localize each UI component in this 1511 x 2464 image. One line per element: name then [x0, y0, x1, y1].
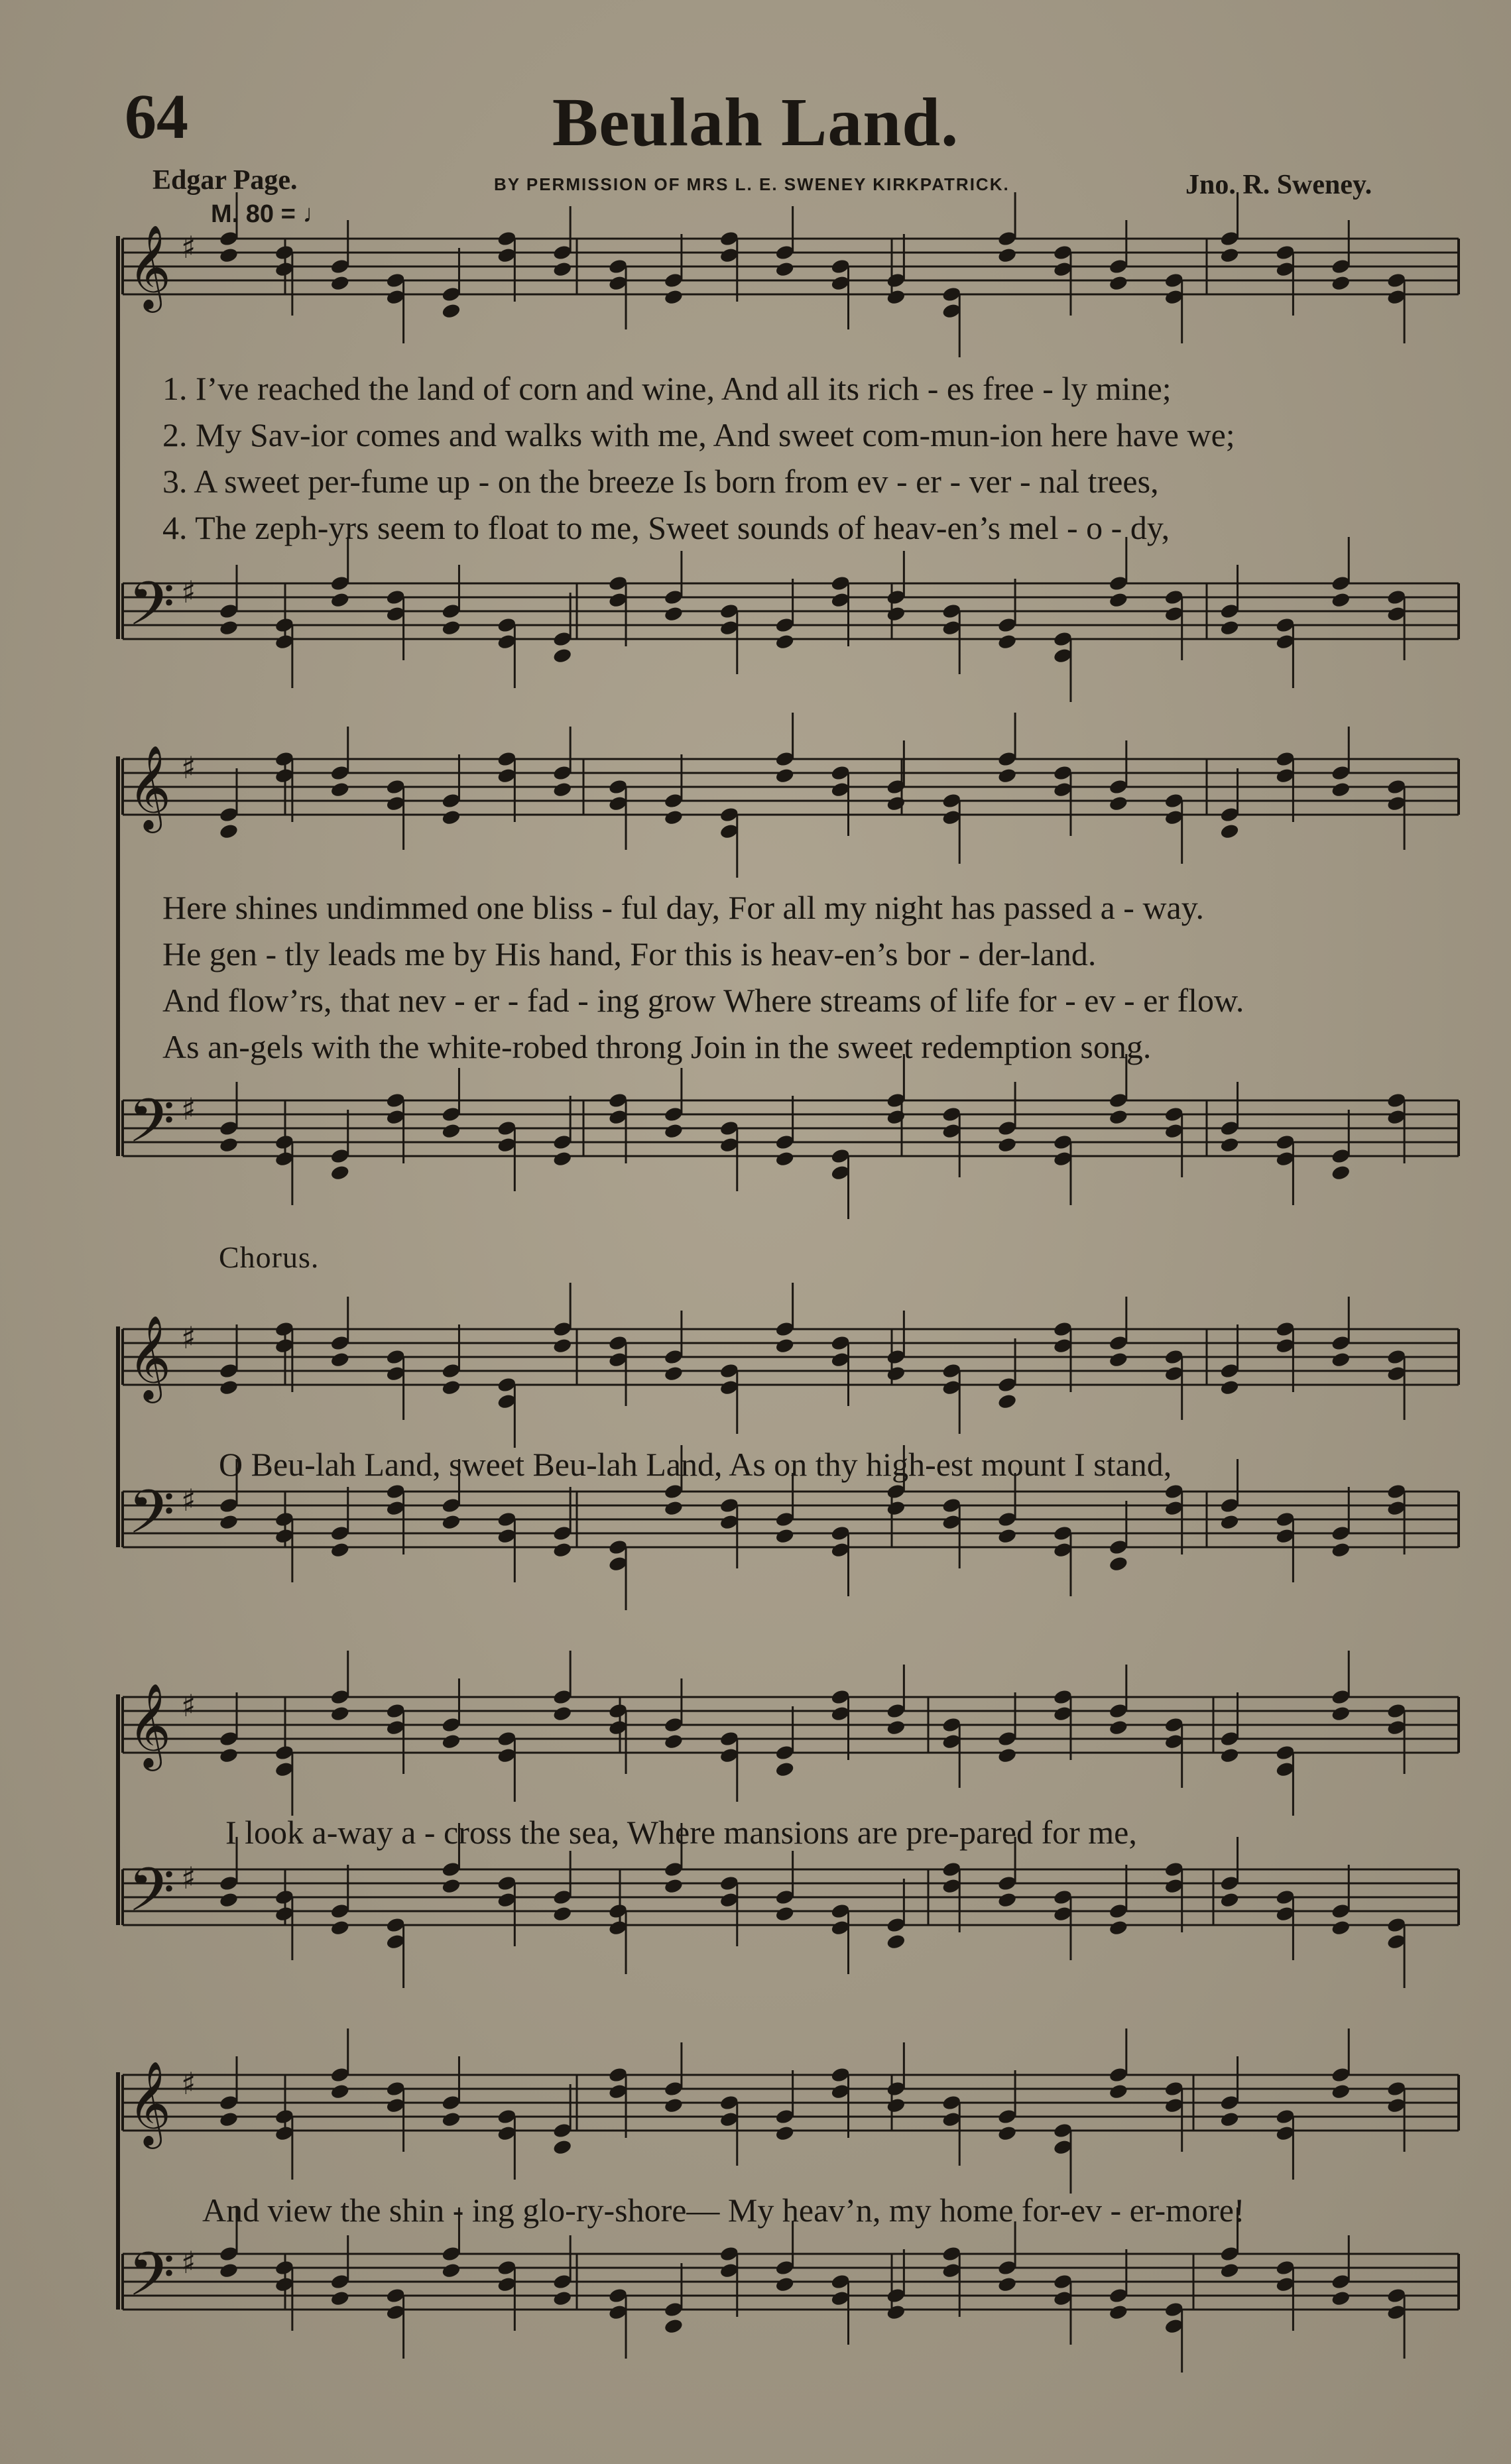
sharp-icon: ♯ — [181, 1482, 196, 1518]
system-brace — [116, 756, 120, 1156]
sharp-icon: ♯ — [181, 2245, 196, 2280]
notehead — [1109, 1919, 1129, 1936]
treble-clef-icon: 𝄞 — [128, 224, 172, 309]
bass-clef-icon: 𝄢 — [128, 1086, 175, 1171]
verse-2-line-1: 2. My Sav-ior comes and walks with me, And sweet com-mun-ion here have we; — [162, 416, 1235, 453]
verse-1-line-1: 1. I’ve reached the land of corn and wine, And all its rich - es free - ly mine; — [162, 370, 1172, 407]
notehead — [1219, 1747, 1240, 1764]
notehead — [664, 1122, 684, 1140]
system-brace — [116, 236, 120, 639]
notehead — [774, 633, 795, 650]
treble-clef-icon: 𝄞 — [128, 1682, 172, 1767]
bass-clef-icon: 𝄢 — [128, 569, 175, 654]
page-number: 64 — [125, 81, 188, 152]
notehead — [219, 1747, 239, 1764]
notehead — [664, 809, 684, 826]
notehead — [1331, 1541, 1351, 1558]
notehead — [1109, 591, 1129, 609]
notehead — [774, 261, 795, 278]
notehead — [441, 2111, 461, 2128]
notehead — [886, 1499, 906, 1517]
notehead — [997, 2276, 1018, 2293]
notehead — [219, 1891, 239, 1908]
notehead — [774, 2276, 795, 2293]
verse-3-line-2: And flow’rs, that nev - er - fad - ing grow Where streams of life for - ev - er flow. — [162, 982, 1244, 1019]
notehead — [1219, 1513, 1240, 1531]
notehead — [1331, 2083, 1351, 2100]
chorus-label: Chorus. — [219, 1240, 320, 1274]
notehead — [552, 2290, 573, 2307]
notehead — [1331, 1705, 1351, 1722]
notehead — [1219, 1891, 1240, 1908]
notehead — [997, 1393, 1018, 1410]
notehead — [441, 1379, 461, 1396]
notehead — [774, 2125, 795, 2142]
notehead — [1219, 2111, 1240, 2128]
notehead — [441, 619, 461, 636]
notehead — [886, 1933, 906, 1950]
sharp-icon: ♯ — [181, 574, 196, 610]
notehead — [441, 2262, 461, 2279]
sharp-icon: ♯ — [181, 2066, 196, 2101]
notehead — [997, 1891, 1018, 1908]
notehead — [774, 1905, 795, 1922]
verse-1-line-2: Here shines undimmed one bliss - ful day, For all my night has passed a - way. — [162, 889, 1204, 926]
notehead — [1219, 1136, 1240, 1153]
notehead — [886, 288, 906, 306]
notehead — [441, 1122, 461, 1140]
notehead — [330, 1919, 350, 1936]
notehead — [219, 247, 239, 264]
notehead — [552, 1541, 573, 1558]
notehead — [997, 2125, 1018, 2142]
notehead — [886, 1108, 906, 1126]
bass-clef-icon: 𝄢 — [128, 1477, 175, 1562]
notehead — [441, 1513, 461, 1531]
notehead — [552, 1337, 573, 1354]
notehead — [1331, 1351, 1351, 1368]
notehead — [330, 1164, 350, 1181]
notehead — [774, 1150, 795, 1167]
notehead — [1109, 274, 1129, 292]
notehead — [1109, 1108, 1129, 1126]
notehead — [552, 261, 573, 278]
notehead — [886, 2097, 906, 2114]
notehead — [774, 1337, 795, 1354]
notehead — [219, 619, 239, 636]
notehead — [1331, 1164, 1351, 1181]
notehead — [219, 2111, 239, 2128]
notehead — [552, 1705, 573, 1722]
notehead — [330, 1351, 350, 1368]
notehead — [664, 1877, 684, 1895]
notehead — [1331, 1919, 1351, 1936]
notehead — [664, 1499, 684, 1517]
notehead — [1219, 1379, 1240, 1396]
notehead — [441, 1733, 461, 1750]
notehead — [330, 2290, 350, 2307]
notehead — [664, 1733, 684, 1750]
notehead — [1331, 781, 1351, 798]
notehead — [1109, 2304, 1129, 2321]
system-brace — [116, 2072, 120, 2310]
notehead — [1219, 247, 1240, 264]
chorus-line-1: O Beu-lah Land, sweet Beu-lah Land, As on thy high-est mount I stand, — [219, 1446, 1172, 1483]
notehead — [664, 1365, 684, 1382]
notehead — [1331, 274, 1351, 292]
verse-4-line-2: As an-gels with the white-robed throng Join in the sweet redemption song. — [162, 1028, 1152, 1065]
notehead — [1109, 1351, 1129, 1368]
notehead — [1331, 591, 1351, 609]
notehead — [664, 2097, 684, 2114]
sharp-icon: ♯ — [181, 229, 196, 265]
notehead — [1219, 823, 1240, 840]
notehead — [1109, 795, 1129, 812]
notehead — [330, 1705, 350, 1722]
notehead — [552, 2139, 573, 2156]
verse-3-line-1: 3. A sweet per-fume up - on the breeze Is born from ev - er - ver - nal trees, — [162, 463, 1159, 500]
notehead — [441, 302, 461, 320]
notehead — [774, 1527, 795, 1545]
sharp-icon: ♯ — [181, 1320, 196, 1356]
treble-clef-icon: 𝄞 — [128, 2060, 172, 2145]
notehead — [330, 1541, 350, 1558]
treble-clef-icon: 𝄞 — [128, 1315, 172, 1399]
notehead — [219, 1136, 239, 1153]
notehead — [664, 605, 684, 622]
chorus-line-2: I look a-way a - cross the sea, Where mansions are pre-pared for me, — [225, 1814, 1137, 1851]
system-brace — [116, 1694, 120, 1925]
notehead — [664, 2317, 684, 2335]
notehead — [886, 2304, 906, 2321]
sharp-icon: ♯ — [181, 1091, 196, 1127]
chorus-line-3: And view the shin - ing glo-ry-shore— My heav’n, my home for-ev - er-more! — [202, 2192, 1245, 2229]
sharp-icon: ♯ — [181, 750, 196, 786]
notehead — [552, 1905, 573, 1922]
notehead — [997, 767, 1018, 784]
notehead — [330, 274, 350, 292]
sharp-icon: ♯ — [181, 1860, 196, 1896]
notehead — [664, 288, 684, 306]
notehead — [441, 809, 461, 826]
tempo-marking: M. 80 = ♩ — [211, 200, 328, 228]
notehead — [997, 1136, 1018, 1153]
notehead — [330, 591, 350, 609]
notehead — [552, 1150, 573, 1167]
notehead — [441, 1877, 461, 1895]
notehead — [886, 795, 906, 812]
notehead — [552, 781, 573, 798]
notehead — [1109, 1719, 1129, 1736]
verse-4-line-1: 4. The zeph-yrs seem to float to me, Sweet sounds of heav-en’s mel - o - dy, — [162, 509, 1170, 546]
verse-2-line-2: He gen - tly leads me by His hand, For this is heav-en’s bor - der-land. — [162, 935, 1097, 972]
notehead — [1331, 2290, 1351, 2307]
treble-clef-icon: 𝄞 — [128, 744, 172, 829]
hymn-title: Beulah Land. — [552, 84, 959, 160]
notehead — [219, 1513, 239, 1531]
notehead — [330, 781, 350, 798]
notehead — [219, 823, 239, 840]
permission-note: BY PERMISSION OF MRS L. E. SWENEY KIRKPATRICK. — [494, 174, 1010, 194]
notehead — [1109, 1555, 1129, 1572]
notehead — [997, 1527, 1018, 1545]
notehead — [886, 1365, 906, 1382]
system-brace — [116, 1326, 120, 1547]
bass-clef-icon: 𝄢 — [128, 2239, 175, 2324]
notehead — [997, 1747, 1018, 1764]
notehead — [774, 767, 795, 784]
notehead — [219, 1379, 239, 1396]
sharp-icon: ♯ — [181, 1688, 196, 1724]
notehead — [330, 2083, 350, 2100]
notehead — [886, 1719, 906, 1736]
author-credit: Edgar Page. — [152, 165, 298, 196]
notehead — [1109, 2083, 1129, 2100]
notehead — [886, 605, 906, 622]
notehead — [997, 633, 1018, 650]
notehead — [774, 1761, 795, 1778]
composer-credit: Jno. R. Sweney. — [1185, 170, 1372, 200]
notehead — [552, 647, 573, 664]
notehead — [1219, 619, 1240, 636]
notehead — [1219, 2262, 1240, 2279]
notehead — [997, 247, 1018, 264]
notehead — [219, 2262, 239, 2279]
bass-clef-icon: 𝄢 — [128, 1855, 175, 1940]
